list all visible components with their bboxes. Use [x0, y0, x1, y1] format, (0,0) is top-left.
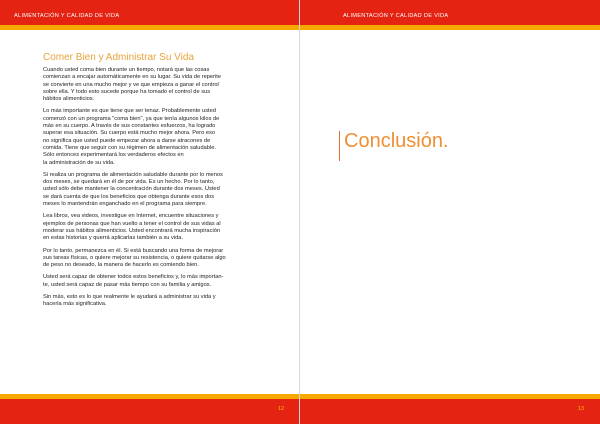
paragraph: Por lo tanto, permanezca en él. Si está buscando una forma de mejorar sus tareas físicas, o quiere mejorar su resistencia, o quiere quitarse algo de peso no deseado, la manera de hacerlo es comiendo bien. — [43, 247, 226, 269]
paragraph: Cuando usted coma bien durante un tiempo, notará que las cosas comienzan a encajar automáticamente en su lugar. Su vida de reperite se convierte en una mucho mejor y ve que empieza a ganar el control sobre ella. Y todo esto sucede porque ha tomado el control de sus hábitos alimenticios. — [43, 67, 221, 103]
footer-band — [300, 399, 600, 424]
paragraph: Usted será capaz de obtener todos estos beneficios y, lo más importan- te, usted será capaz de pasar más tiempo con su familia y amigos. — [43, 274, 224, 288]
footer-band — [0, 399, 300, 424]
header-stripe — [0, 25, 300, 30]
right-page — [300, 0, 600, 424]
header-band — [300, 0, 600, 25]
page-number: 13 — [578, 406, 585, 412]
header-band — [0, 0, 300, 25]
paragraph: Sin más, esto es lo que realmente le ayudará a administrar su vida y hacerla más significativa. — [43, 294, 216, 308]
running-header: ALIMENTACIÓN Y CALIDAD DE VIDA — [343, 13, 449, 19]
header-stripe — [300, 25, 600, 30]
body-text — [43, 67, 267, 314]
section-title: Comer Bien y Administrar Su Vida — [43, 52, 194, 63]
paragraph: Lo más importante es que tiene que ser tenaz. Probablemente usted comenzó con un programa "coma bien", ya que tenía algunos kilos de más en su cuerpo. A través de sus constantes esfuerzos, ha logrado superar esa situación. Su cuerpo está mucho mejor ahora. Pero eso no significa que usted puede empezar ahora a darse atracones de comida. Tiene que seguir con su régimen de alimentación saludable. Sólo entonces experimentará los verdaderos efectos en la administración de su vida. — [43, 108, 220, 166]
paragraph: Si realiza un programa de alimentación saludable durante por lo menos dos meses, se quedará en él de por vida. Es un hecho. Por lo tanto, usted sólo debe mantener la concentración durante dos meses. Usted se dará cuenta de que los beneficios que obtenga durante esos dos meses lo mantendrán enganchado en el programa para siempre. — [43, 171, 223, 208]
chapter-title: Conclusión. — [344, 130, 449, 152]
page-number: 12 — [278, 406, 285, 412]
title-accent-bar — [339, 131, 340, 161]
running-header: ALIMENTACIÓN Y CALIDAD DE VIDA — [14, 13, 120, 19]
paragraph: Lea libros, vea videos, investigue en Internet, encuentre situaciones y ejemplos de personas que han vuelto a tener el control de sus vidas al moderar sus hábitos alimenticios. Usted encontrará mucha inspiración en estas historias y querrá aplicarlas también a su vida. — [43, 213, 221, 242]
